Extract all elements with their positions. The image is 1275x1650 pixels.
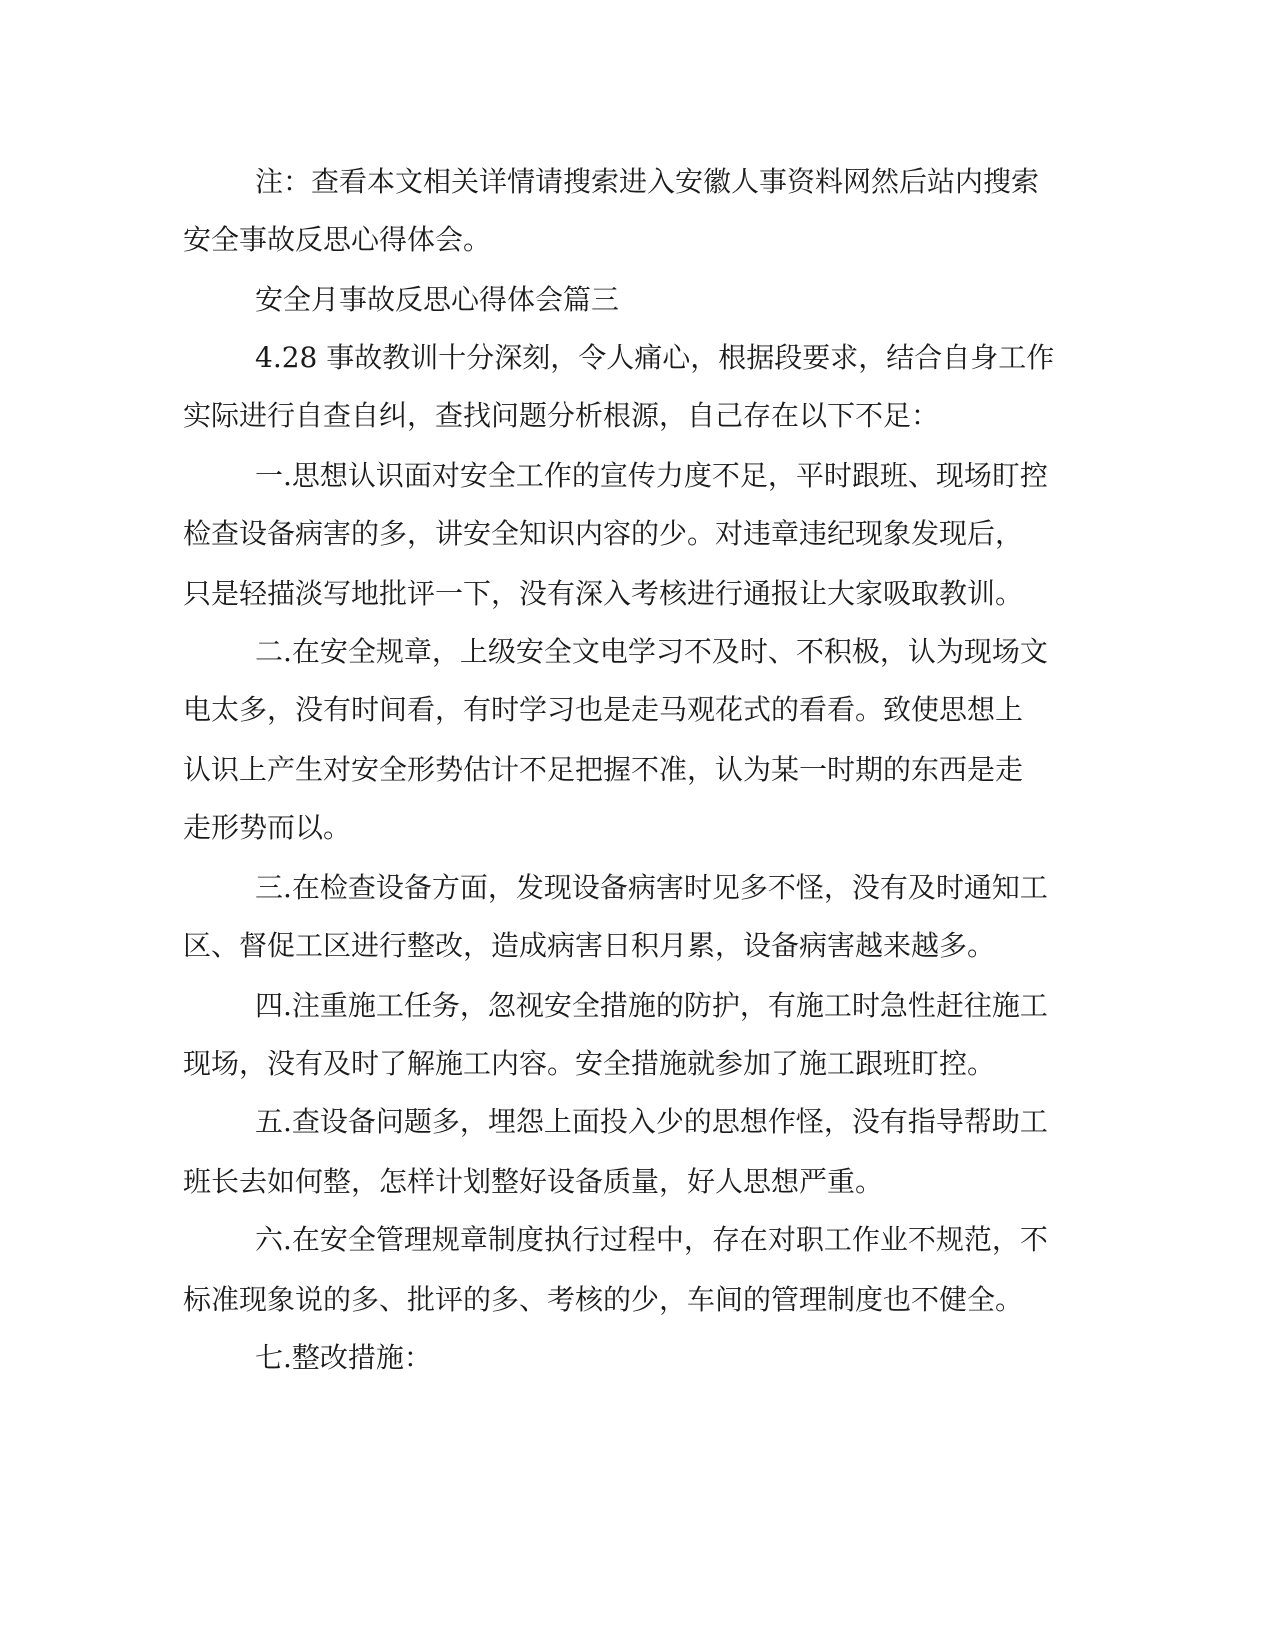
point-1-line-3: 只是轻描淡写地批评一下，没有深入考核进行通报让大家吸取教训。: [183, 577, 1024, 610]
point-2-line-4: 走形势而以。: [183, 811, 352, 844]
point-4-line-1: 四.注重施工任务，忽视安全措施的防护，有施工时急性赶往施工: [255, 989, 1048, 1022]
point-1-line-2: 检查设备病害的多，讲安全知识内容的少。对违章违纪现象发现后，: [183, 517, 1024, 550]
note-line-2: 安全事故反思心得体会。: [183, 223, 492, 256]
point-2-line-1: 二.在安全规章，上级安全文电学习不及时、不积极，认为现场文: [255, 635, 1048, 668]
point-5-line-1: 五.查设备问题多，埋怨上面投入少的思想作怪，没有指导帮助工: [255, 1105, 1048, 1138]
point-2-line-2: 电太多，没有时间看，有时学习也是走马观花式的看看。致使思想上: [183, 693, 1024, 726]
point-3-line-1: 三.在检查设备方面，发现设备病害时见多不怪，没有及时通知工: [255, 871, 1048, 904]
point-3-line-2: 区、督促工区进行整改，造成病害日积月累，设备病害越来越多。: [183, 929, 996, 962]
point-5-line-2: 班长去如何整，怎样计划整好设备质量，好人思想严重。: [183, 1165, 884, 1198]
intro-line-1: 4.28 事故教训十分深刻，令人痛心，根据段要求，结合自身工作: [255, 341, 1055, 374]
intro-line-2: 实际进行自查自纠，查找问题分析根源，自己存在以下不足：: [183, 399, 940, 432]
point-4-line-2: 现场，没有及时了解施工内容。安全措施就参加了施工跟班盯控。: [183, 1047, 996, 1080]
point-6-line-2: 标准现象说的多、批评的多、考核的少，车间的管理制度也不健全。: [183, 1283, 1024, 1316]
section-heading: 安全月事故反思心得体会篇三: [255, 283, 620, 316]
point-7-heading: 七.整改措施：: [255, 1341, 432, 1374]
point-6-line-1: 六.在安全管理规章制度执行过程中，存在对职工作业不规范，不: [255, 1223, 1048, 1256]
point-1-line-1: 一.思想认识面对安全工作的宣传力度不足，平时跟班、现场盯控: [255, 459, 1048, 492]
note-line-1: 注：查看本文相关详情请搜索进入安徽人事资料网然后站内搜索: [255, 165, 1040, 198]
point-2-line-3: 认识上产生对安全形势估计不足把握不准，认为某一时期的东西是走: [183, 753, 1024, 786]
